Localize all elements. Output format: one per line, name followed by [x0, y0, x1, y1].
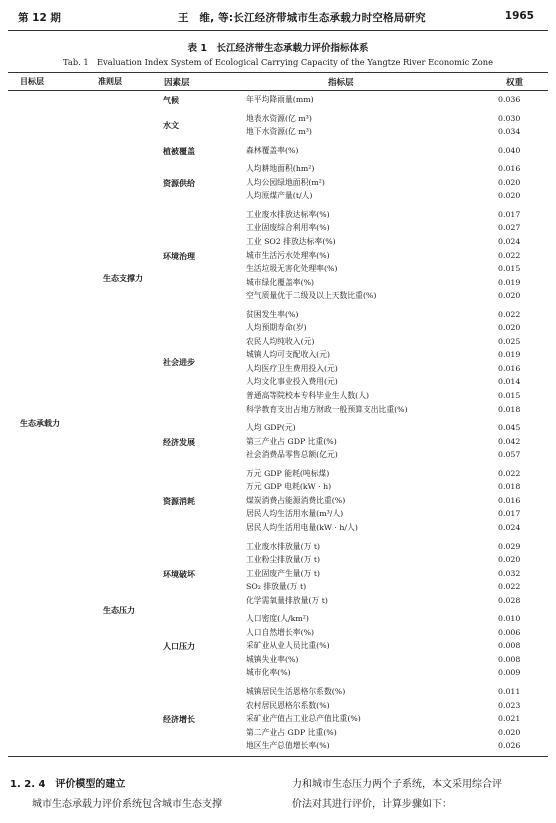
paragraph-line: 价法对其进行评价，计算步骤如下： — [292, 799, 452, 810]
indicator-row — [246, 422, 546, 434]
indicator-row — [246, 495, 546, 507]
indicator-row — [246, 713, 546, 725]
indicator-row — [246, 700, 546, 712]
indicator-weight: 0.016 — [498, 164, 521, 174]
factor-cell: 资源消耗 — [163, 496, 195, 506]
paragraph-line: 城市生态承载力评价系统包含城市生态支撑 — [32, 799, 222, 810]
indicator-name: 城市生活污水处理率(%) — [246, 250, 330, 260]
indicator-weight: 0.019 — [498, 350, 521, 360]
indicator-row — [246, 322, 546, 334]
indicator-weight: 0.022 — [498, 468, 521, 478]
indicator-row — [246, 508, 546, 520]
indicator-weight: 0.045 — [498, 423, 521, 433]
indicator-name: 人均医疗卫生费用投入(元) — [246, 363, 338, 373]
indicator-name: 工业废水排放达标率(%) — [246, 209, 330, 219]
header-target: 目标层 — [20, 77, 44, 86]
indicator-weight: 0.020 — [498, 555, 521, 565]
indicator-row — [246, 376, 546, 388]
indicator-name: 工业废水排放量(万 t) — [246, 541, 321, 551]
indicator-weight: 0.019 — [498, 277, 521, 287]
indicator-row — [246, 390, 546, 402]
indicator-row — [246, 277, 546, 289]
indicator-name: 农村居民恩格尔系数(%) — [246, 700, 330, 710]
indicator-row — [246, 740, 546, 752]
indicator-row — [246, 640, 546, 652]
indicator-name: 地区生产总值增长率(%) — [246, 741, 330, 751]
indicator-row — [246, 581, 546, 593]
indicator-weight: 0.020 — [498, 323, 521, 333]
indicator-row — [246, 349, 546, 361]
indicator-weight: 0.024 — [498, 522, 521, 532]
indicator-weight: 0.008 — [498, 654, 521, 664]
indicator-weight: 0.023 — [498, 700, 521, 710]
indicator-name: 农民人均纯收入(元) — [246, 336, 315, 346]
header-indicator: 指标层 — [328, 78, 354, 88]
indicator-name: 万元 GDP 能耗(吨标煤) — [246, 468, 330, 478]
indicator-name: 年平均降雨量(mm) — [246, 95, 314, 104]
indicator-row — [246, 145, 546, 157]
indicator-name: 人均公园绿地面积(m²) — [246, 177, 325, 187]
indicator-name: 居民人均生活用电量(kW · h/人) — [246, 522, 358, 532]
header-factor: 因素层 — [164, 78, 190, 88]
indicator-name: 贫困发生率(%) — [246, 309, 299, 319]
indicator-name: 人均预期寿命(岁) — [246, 323, 307, 333]
indicator-weight: 0.017 — [498, 209, 521, 219]
indicator-row — [246, 541, 546, 553]
indicator-name: 城市化率(%) — [246, 668, 291, 678]
indicator-row — [246, 667, 546, 679]
indicator-weight: 0.040 — [498, 145, 521, 155]
indicator-name: 第三产业占 GDP 比重(%) — [246, 436, 337, 446]
indicator-weight: 0.006 — [498, 627, 521, 637]
indicator-name: 地下水资源(亿 m³) — [246, 127, 312, 137]
table-bottom-rule — [8, 756, 548, 757]
indicator-row — [246, 568, 546, 580]
criterion-cell: 生态支撑力 — [103, 273, 143, 283]
indicator-name: 采矿业从业人员比重(%) — [246, 641, 330, 651]
factor-cell: 经济增长 — [163, 715, 195, 725]
issue-number: 第 12 期 — [18, 12, 61, 24]
indicator-name: 城镇居民生活恩格尔系数(%) — [246, 687, 346, 696]
indicator-row — [246, 250, 546, 262]
indicator-row — [246, 595, 546, 607]
indicator-row — [246, 554, 546, 566]
indicator-name: 人均原煤产量(t/人) — [246, 191, 313, 201]
indicator-row — [246, 654, 546, 666]
indicator-weight: 0.016 — [498, 363, 521, 373]
indicator-name: 人口密度(人/km²) — [246, 614, 309, 624]
factor-cell: 水文 — [163, 121, 179, 131]
indicator-row — [246, 209, 546, 221]
table-caption-cn: 表 1 长江经济带生态承载力评价指标体系 — [187, 43, 369, 54]
factor-cell: 人口压力 — [163, 642, 195, 652]
indicator-name: 普通高等院校本专科毕业生人数(人) — [246, 391, 370, 400]
target-cell: 生态承载力 — [20, 419, 60, 429]
indicator-weight: 0.020 — [498, 291, 521, 301]
indicator-weight: 0.015 — [498, 391, 521, 400]
factor-cell: 环境治理 — [163, 251, 195, 261]
indicator-row — [246, 727, 546, 739]
indicator-row — [246, 177, 546, 189]
header-divider — [8, 30, 548, 31]
indicator-row — [246, 686, 546, 698]
indicator-weight: 0.057 — [498, 450, 521, 460]
indicator-weight: 0.008 — [498, 641, 521, 651]
indicator-row — [246, 163, 546, 175]
indicator-row — [246, 613, 546, 625]
paragraph-line: 力和城市生态压力两个子系统，本文采用综合评 — [292, 779, 502, 790]
indicator-weight: 0.010 — [498, 614, 521, 624]
factor-cell: 环境破坏 — [163, 569, 195, 579]
indicator-weight: 0.042 — [498, 436, 521, 446]
table-header-rule — [8, 90, 548, 91]
indicator-name: 社会消费品零售总额(亿元) — [246, 450, 338, 460]
indicator-name: 人均 GDP(元) — [246, 423, 296, 433]
indicator-name: 生活垃圾无害化处理率(%) — [246, 264, 338, 274]
indicator-weight: 0.024 — [498, 236, 521, 246]
indicator-row — [246, 113, 546, 125]
indicator-weight: 0.032 — [498, 568, 521, 578]
indicator-row — [246, 363, 546, 375]
indicator-row — [246, 190, 546, 202]
indicator-name: 工业 SO2 排放达标率(%) — [246, 236, 336, 246]
indicator-name: 万元 GDP 电耗(kW · h) — [246, 482, 332, 492]
indicator-weight: 0.016 — [498, 495, 521, 505]
indicator-name: SO₂ 排放量(万 t) — [246, 582, 307, 592]
indicator-weight: 0.011 — [498, 687, 521, 696]
indicator-name: 工业固废综合利用率(%) — [246, 223, 330, 233]
factor-cell: 经济发展 — [163, 437, 195, 447]
indicator-row — [246, 126, 546, 138]
indicator-weight: 0.020 — [498, 727, 521, 737]
indicator-name: 第二产业占 GDP 比重(%) — [246, 727, 337, 737]
indicator-weight: 0.036 — [498, 95, 521, 104]
indicator-weight: 0.015 — [498, 264, 521, 274]
page-number: 1965 — [504, 10, 534, 22]
criterion-cell: 生态压力 — [103, 605, 135, 615]
indicator-name: 城镇人均可支配收入(元) — [246, 350, 331, 360]
indicator-name: 人均文化事业投入费用(元) — [246, 377, 338, 387]
indicator-row — [246, 309, 546, 321]
indicator-row — [246, 336, 546, 348]
indicator-row — [246, 263, 546, 275]
factor-cell: 社会进步 — [163, 358, 195, 368]
indicator-weight: 0.014 — [498, 377, 521, 387]
indicator-row — [246, 222, 546, 234]
indicator-row — [246, 236, 546, 248]
indicator-weight: 0.021 — [498, 714, 521, 724]
indicator-weight: 0.029 — [498, 541, 521, 551]
indicator-name: 空气质量优于二级及以上天数比重(%) — [246, 291, 377, 301]
indicator-weight: 0.009 — [498, 668, 521, 678]
running-title: 王 维, 等:长江经济带城市生态承载力时空格局研究 — [178, 12, 426, 24]
indicator-name: 森林覆盖率(%) — [246, 145, 299, 155]
indicator-weight: 0.028 — [498, 595, 521, 605]
indicator-weight: 0.034 — [498, 127, 521, 137]
factor-cell: 气候 — [163, 96, 179, 105]
indicator-weight: 0.018 — [498, 404, 521, 414]
indicator-row — [246, 468, 546, 480]
indicator-weight: 0.022 — [498, 250, 521, 260]
indicator-name: 化学需氧量排放量(万 t) — [246, 595, 328, 605]
indicator-weight: 0.020 — [498, 177, 521, 187]
header-criterion: 准则层 — [98, 77, 122, 86]
table-top-rule — [8, 72, 548, 73]
indicator-weight: 0.025 — [498, 336, 521, 346]
running-header — [8, 6, 548, 24]
indicator-name: 工业粉尘排放量(万 t) — [246, 555, 321, 565]
indicator-weight: 0.018 — [498, 482, 521, 492]
indicator-weight: 0.027 — [498, 223, 521, 233]
indicator-name: 人均耕地面积(hm²) — [246, 164, 315, 174]
factor-cell: 资源供给 — [163, 178, 195, 188]
indicator-name: 科学教育支出占地方财政一般预算支出比重(%) — [246, 404, 408, 414]
indicator-row — [246, 449, 546, 461]
indicator-name: 工业固废产生量(万 t) — [246, 568, 321, 578]
indicator-row — [246, 404, 546, 416]
indicator-row — [246, 522, 546, 534]
table-caption-en: Tab. 1 Evaluation Index System of Ecological Carrying Capacity of the Yangtze River Economic Zone — [63, 57, 493, 67]
indicator-weight: 0.030 — [498, 113, 521, 123]
indicator-weight: 0.017 — [498, 509, 521, 519]
indicator-row — [246, 290, 546, 302]
indicator-name: 采矿业产值占工业总产值比重(%) — [246, 714, 361, 724]
indicator-weight: 0.022 — [498, 582, 521, 592]
section-heading: 1. 2. 4 评价模型的建立 — [10, 779, 126, 790]
indicator-row — [246, 481, 546, 493]
indicator-weight: 0.022 — [498, 309, 521, 319]
indicator-name: 居民人均生活用水量(m³/人) — [246, 509, 344, 519]
indicator-row — [246, 94, 546, 106]
indicator-name: 煤炭消费占能源消费比重(%) — [246, 495, 346, 505]
indicator-name: 城市绿化覆盖率(%) — [246, 277, 315, 287]
indicator-name: 地表水资源(亿 m³) — [246, 113, 312, 123]
indicator-weight: 0.026 — [498, 741, 521, 751]
header-weight: 权重 — [506, 78, 524, 88]
factor-cell: 植被覆盖 — [163, 146, 195, 156]
indicator-row — [246, 627, 546, 639]
indicator-row — [246, 436, 546, 448]
indicator-weight: 0.020 — [498, 191, 521, 201]
indicator-name: 城镇失业率(%) — [246, 654, 299, 664]
indicator-name: 人口自然增长率(%) — [246, 627, 315, 637]
